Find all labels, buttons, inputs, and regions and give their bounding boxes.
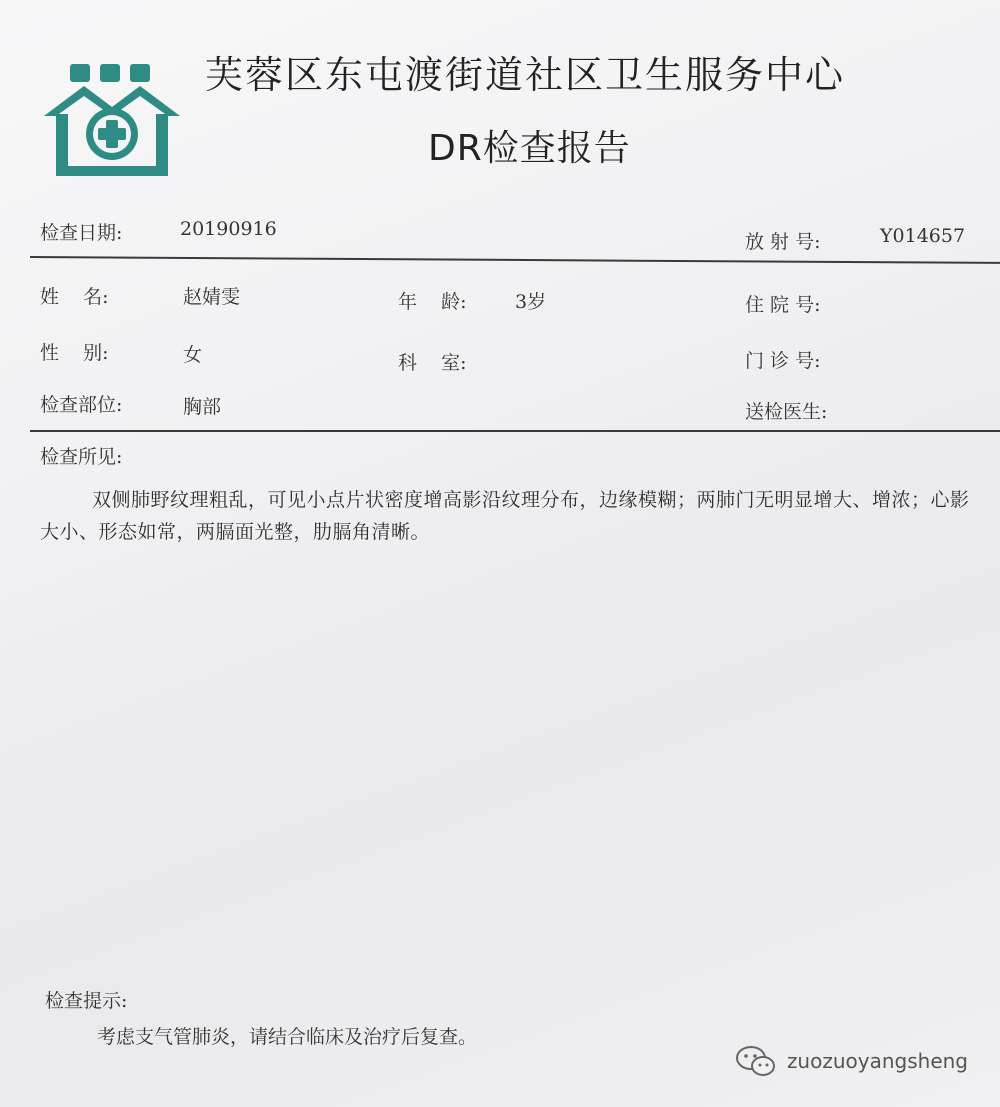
radiology-no-label: 放 射 号: [745,231,821,253]
findings-label: 检查所见: [40,446,123,468]
department-label: 科 室: [398,352,467,374]
body-part-label: 检查部位: [40,394,123,416]
report-title: DR检查报告 [428,128,631,169]
outpatient-no-label: 门 诊 号: [745,350,821,372]
exam-date-label: 检查日期: [40,222,123,244]
age-label: 年 龄: [398,291,467,313]
watermark [735,1044,968,1078]
body-part-value: 胸部 [183,396,222,418]
findings-text: 双侧肺野纹理粗乱，可见小点片状密度增高影沿纹理分布，边缘模糊；两肺门无明显增大、增浓；心影大小、形态如常，两膈面光整，肋膈角清晰。 [40,489,970,543]
impression-label: 检查提示: [45,990,128,1012]
age-value: 3岁 [515,291,547,313]
sex-value: 女 [183,344,203,366]
inpatient-no-label: 住 院 号: [745,294,821,316]
name-value: 赵婧雯 [183,286,241,308]
impression-text: 考虑支气管肺炎，请结合临床及治疗后复查。 [97,1026,478,1048]
exam-date-value: 20190916 [180,218,277,240]
sex-label: 性 别: [40,342,109,364]
watermark-text: zuozuoyangsheng [786,1049,968,1073]
referring-doctor-label: 送检医生: [745,401,828,423]
header-divider [30,256,1000,264]
name-label: 姓 名: [40,286,109,308]
org-name: 芙蓉区东屯渡街道社区卫生服务中心 [205,53,846,97]
patient-divider [30,430,1000,432]
wechat-icon [735,1044,777,1078]
radiology-no-value: Y014657 [880,225,966,247]
clinic-house-cross-icon [42,62,182,180]
